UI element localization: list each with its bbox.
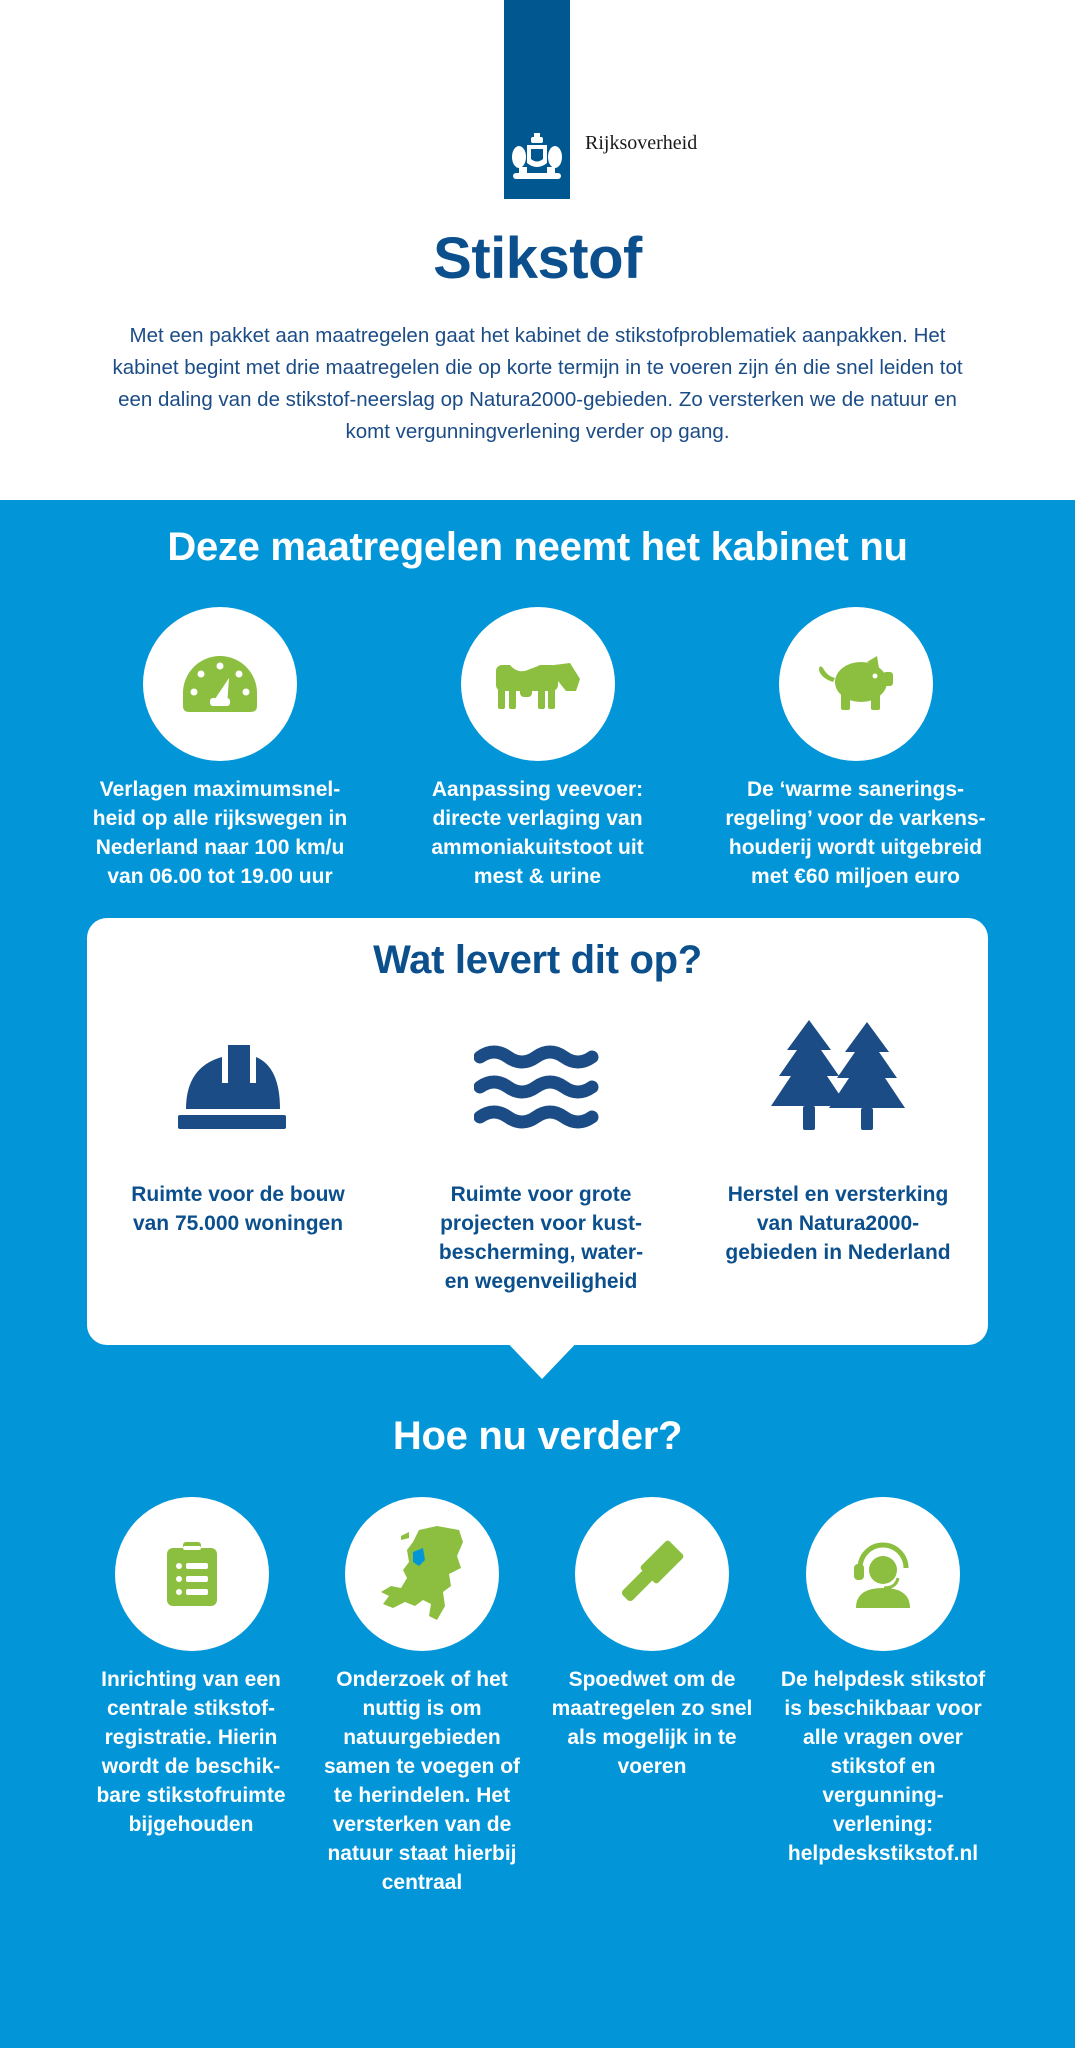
measure-text-pig: De ‘warme sanerings-regeling’ voor de varkens-houderij wordt uitgebreid met €60 miljoen euro	[725, 778, 986, 888]
page-title: Stikstof	[433, 226, 642, 291]
benefit-text-nature: Herstel en versterking van Natura2000-gebieden in Nederland	[725, 1183, 951, 1264]
next-text-law: Spoedwet om de maatregelen zo snel als mogelijk in te voeren	[551, 1668, 753, 1778]
measures-heading: Deze maatregelen neemt het kabinet nu	[167, 525, 908, 569]
next-circle-helpdesk	[806, 1497, 960, 1651]
trees-icon	[769, 1020, 907, 1132]
measure-circle-speed	[143, 607, 297, 761]
benefit-text-water: Ruimte voor grote projecten voor kust-bescherming, water-en wegenveiligheid	[438, 1183, 644, 1293]
measure-circle-feed	[461, 607, 615, 761]
measure-text-feed: Aanpassing veevoer: directe verlaging van ammoniakuitstoot uit mest & urine	[431, 778, 644, 888]
next-circle-law	[575, 1497, 729, 1651]
hard-hat-icon	[176, 1045, 288, 1129]
cow-icon	[496, 657, 580, 711]
measure-circle-pig	[779, 607, 933, 761]
headset-icon	[852, 1540, 914, 1608]
header	[0, 0, 1075, 500]
next-text-helpdesk: De helpdesk stikstof is beschikbaar voor alle vragen over stikstof en vergunning-verlening: helpdeskstikstof.nl	[780, 1668, 986, 1865]
card-pointer	[500, 1335, 584, 1379]
piggy-icon	[819, 656, 893, 712]
coat-of-arms-icon	[509, 133, 565, 185]
gavel-icon	[616, 1538, 688, 1610]
next-circle-registry	[115, 1497, 269, 1651]
clipboard-icon	[167, 1542, 217, 1606]
benefit-icon-build	[176, 1044, 288, 1130]
benefit-icon-nature	[768, 1020, 908, 1132]
measure-text-speed: Verlagen maximumsnel-heid op alle rijkswegen in Nederland naar 100 km/u van 06.00 tot 19.00 uur	[92, 778, 348, 888]
speedometer-icon	[183, 656, 257, 712]
next-circle-research	[345, 1497, 499, 1651]
benefit-icon-water	[472, 1044, 602, 1130]
brand-name: Rijksoverheid	[585, 132, 698, 154]
next-text-registry: Inrichting van een centrale stikstof-registratie. Hierin wordt de beschik-bare stikstofruimte bijgehouden	[96, 1668, 286, 1836]
netherlands-map-icon	[379, 1526, 465, 1622]
waves-icon	[474, 1045, 600, 1129]
benefits-heading: Wat levert dit op?	[373, 938, 702, 982]
government-logo-bar	[504, 0, 570, 199]
benefit-text-build: Ruimte voor de bouw van 75.000 woningen	[131, 1183, 345, 1235]
intro-paragraph: Met een pakket aan maatregelen gaat het kabinet de stikstofproblematiek aanpakken. Het kabinet begint met drie maatregelen die op korte termijn in te voeren zijn én die snel leiden tot een daling van de stikstof-neerslag op Natura2000-gebieden. Zo versterken we de natuur en komt vergunningverlening verder op gang.	[112, 324, 963, 443]
next-text-research: Onderzoek of het nuttig is om natuurgebieden samen te voegen of te herindelen. Het versterken van de natuur staat hierbij centraal	[323, 1668, 521, 1894]
next-heading: Hoe nu verder?	[392, 1414, 683, 1458]
